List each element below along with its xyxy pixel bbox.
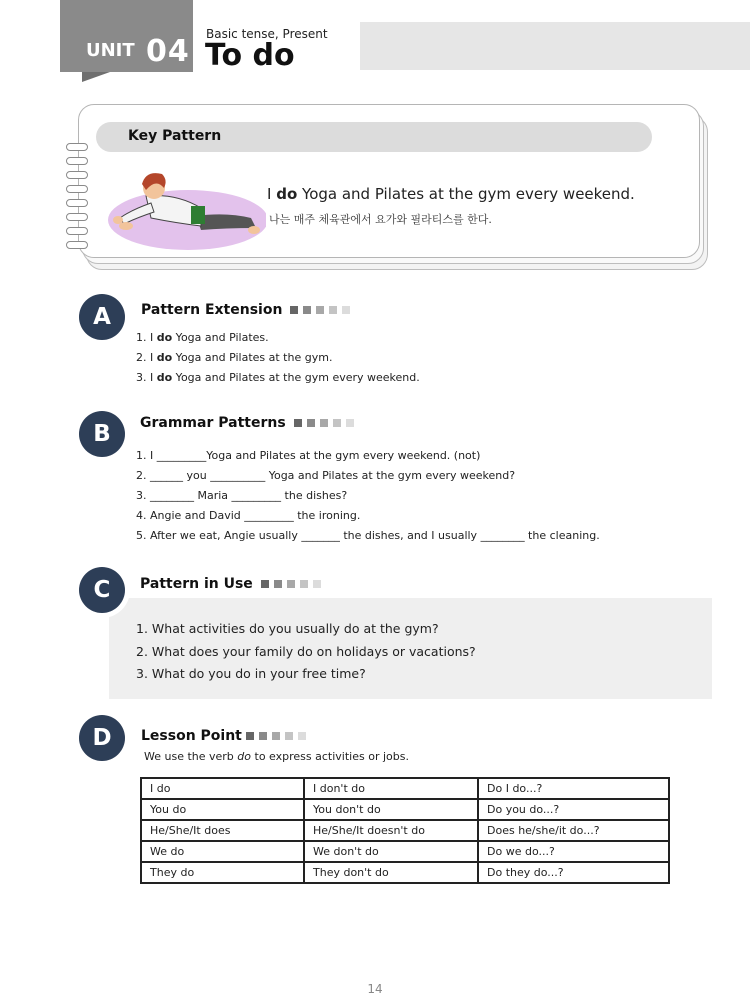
header-bar bbox=[360, 22, 750, 70]
list-item: 2. ______ you __________ Yoga and Pilates at the gym every weekend? bbox=[136, 469, 516, 482]
key-pattern-sentence bbox=[267, 185, 635, 203]
section-a-list bbox=[136, 328, 420, 388]
section-a-badge: A bbox=[79, 294, 125, 340]
table-cell: I do bbox=[141, 778, 304, 799]
section-c-list bbox=[136, 618, 476, 686]
table-cell: He/She/It does bbox=[141, 820, 304, 841]
unit-label: UNIT bbox=[86, 40, 135, 61]
list-item: 3. I do Yoga and Pilates at the gym every weekend. bbox=[136, 371, 420, 384]
section-c-heading bbox=[140, 576, 321, 592]
binder-ring-icon bbox=[66, 213, 88, 221]
table-row bbox=[141, 862, 669, 883]
section-d-heading bbox=[141, 728, 306, 744]
list-item: 3. ________ Maria _________ the dishes? bbox=[136, 489, 348, 502]
binder-ring-icon bbox=[66, 227, 88, 235]
list-item: 2. I do Yoga and Pilates at the gym. bbox=[136, 351, 333, 364]
unit-tab-notch bbox=[82, 72, 110, 82]
table-cell: I don't do bbox=[304, 778, 478, 799]
table-cell: He/She/It doesn't do bbox=[304, 820, 478, 841]
list-item: 1. I _________Yoga and Pilates at the gym every weekend. (not) bbox=[136, 449, 481, 462]
binder-ring-icon bbox=[66, 143, 88, 151]
table-cell: We don't do bbox=[304, 841, 478, 862]
key-pattern-translation: 나는 매주 체육관에서 요가와 필라티스를 한다. bbox=[269, 213, 492, 226]
table-row bbox=[141, 778, 669, 799]
sentence-part: Yoga and Pilates at the gym every weekend. bbox=[297, 185, 635, 203]
list-item: 2. What does your family do on holidays or vacations? bbox=[136, 643, 476, 659]
unit-number: 04 bbox=[146, 34, 190, 69]
list-item: 5. After we eat, Angie usually _______ the dishes, and I usually ________ the cleaning. bbox=[136, 529, 600, 542]
lesson-point-table bbox=[140, 777, 670, 884]
list-item: 3. What do you do in your free time? bbox=[136, 666, 366, 681]
table-row bbox=[141, 841, 669, 862]
decorative-dots bbox=[246, 732, 306, 740]
decorative-dots bbox=[261, 580, 321, 588]
table-cell: You don't do bbox=[304, 799, 478, 820]
table-cell: Do I do...? bbox=[478, 778, 669, 799]
binder-ring-icon bbox=[66, 241, 88, 249]
lesson-point-intro: We use the verb do to express activities or jobs. bbox=[144, 750, 409, 763]
table-cell: They don't do bbox=[304, 862, 478, 883]
table-row bbox=[141, 799, 669, 820]
stretching-woman-illustration bbox=[106, 168, 266, 258]
table-cell: Do we do...? bbox=[478, 841, 669, 862]
sentence-part: I bbox=[267, 185, 277, 203]
table-cell: We do bbox=[141, 841, 304, 862]
binder-ring-icon bbox=[66, 185, 88, 193]
table-cell: Do you do...? bbox=[478, 799, 669, 820]
table-cell: Does he/she/it do...? bbox=[478, 820, 669, 841]
section-heading-text: Grammar Patterns bbox=[140, 415, 286, 431]
page-number: 14 bbox=[367, 982, 383, 996]
table-cell: They do bbox=[141, 862, 304, 883]
sentence-bold: do bbox=[276, 185, 298, 203]
decorative-dots bbox=[294, 419, 354, 427]
section-c-badge: C bbox=[79, 567, 125, 613]
key-pattern-label: Key Pattern bbox=[128, 128, 222, 144]
section-a-heading bbox=[141, 302, 350, 318]
section-d-badge: D bbox=[79, 715, 125, 761]
binder-ring-icon bbox=[66, 171, 88, 179]
list-item: 4. Angie and David _________ the ironing. bbox=[136, 509, 361, 522]
page-title: To do bbox=[205, 38, 295, 73]
section-heading-text: Pattern in Use bbox=[140, 576, 253, 592]
unit-subtitle: Basic tense, Present bbox=[206, 27, 328, 41]
list-item: 1. What activities do you usually do at the gym? bbox=[136, 621, 439, 636]
table-cell: Do they do...? bbox=[478, 862, 669, 883]
section-b-list bbox=[136, 446, 600, 546]
section-b-badge: B bbox=[79, 411, 125, 457]
section-heading-text: Lesson Point bbox=[141, 728, 242, 744]
section-heading-text: Pattern Extension bbox=[141, 302, 283, 318]
binder-ring-icon bbox=[66, 157, 88, 165]
binder-ring-icon bbox=[66, 199, 88, 207]
section-b-heading bbox=[140, 415, 354, 431]
table-row bbox=[141, 820, 669, 841]
table-cell: You do bbox=[141, 799, 304, 820]
decorative-dots bbox=[290, 306, 350, 314]
list-item: 1. I do Yoga and Pilates. bbox=[136, 331, 269, 344]
